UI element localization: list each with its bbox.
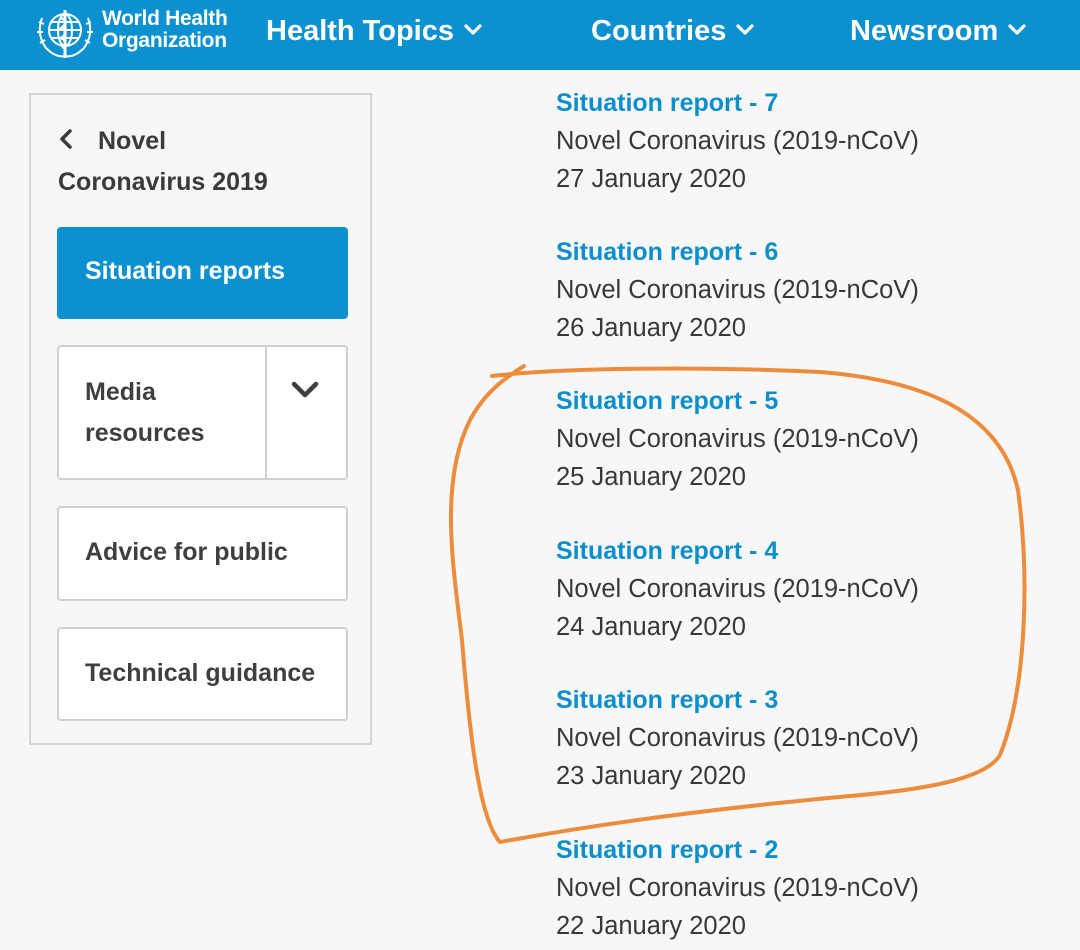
sidebar-item-media-resources[interactable] — [57, 345, 348, 480]
report-title-link[interactable]: Situation report - 2 — [556, 836, 779, 864]
nav-label: Countries — [591, 15, 727, 47]
who-emblem-icon[interactable] — [32, 4, 98, 60]
report-date: 23 January 2020 — [556, 762, 746, 790]
back-link-label-line-2: Coronavirus 2019 — [58, 168, 268, 196]
nav-countries[interactable] — [591, 11, 754, 51]
sidebar-item-label-line-1: Media — [85, 378, 156, 406]
chevron-down-icon — [1008, 24, 1026, 36]
sidebar-item-situation-reports[interactable] — [57, 227, 348, 319]
report-date: 27 January 2020 — [556, 165, 746, 193]
report-subtitle: Novel Coronavirus (2019-nCoV) — [556, 276, 919, 304]
report-subtitle: Novel Coronavirus (2019-nCoV) — [556, 874, 919, 902]
divider — [265, 347, 267, 478]
chevron-left-icon — [58, 128, 74, 150]
nav-health-topics[interactable] — [266, 11, 482, 51]
sidebar-item-label: Technical guidance — [85, 659, 316, 687]
back-link-label-line-1: Novel — [98, 127, 167, 155]
report-date: 26 January 2020 — [556, 314, 746, 342]
sidebar-item-label-line-2: resources — [85, 419, 205, 447]
nav-newsroom[interactable] — [850, 11, 1026, 51]
chevron-down-icon — [736, 24, 754, 36]
report-title-link[interactable]: Situation report - 4 — [556, 537, 779, 565]
report-date: 22 January 2020 — [556, 912, 746, 940]
list-item — [556, 237, 1036, 349]
report-title-link[interactable]: Situation report - 7 — [556, 89, 779, 117]
report-subtitle: Novel Coronavirus (2019-nCoV) — [556, 127, 919, 155]
logo-line-2: Organization — [102, 29, 227, 52]
report-date: 25 January 2020 — [556, 463, 746, 491]
top-navigation-bar — [0, 0, 1080, 70]
nav-label: Health Topics — [266, 15, 454, 47]
sidebar-item-technical-guidance[interactable] — [57, 627, 348, 721]
report-subtitle: Novel Coronavirus (2019-nCoV) — [556, 575, 919, 603]
sidebar-item-label: Situation reports — [85, 257, 286, 285]
sidebar-item-advice-for-public[interactable] — [57, 506, 348, 601]
sidebar-item-label — [85, 372, 205, 454]
sidebar-item-label: Advice for public — [85, 538, 288, 566]
nav-label: Newsroom — [850, 15, 999, 47]
chevron-down-icon[interactable] — [291, 381, 319, 399]
chevron-down-icon — [464, 24, 482, 36]
report-title-link[interactable]: Situation report - 3 — [556, 686, 779, 714]
report-date: 24 January 2020 — [556, 613, 746, 641]
report-subtitle: Novel Coronavirus (2019-nCoV) — [556, 724, 919, 752]
list-item — [556, 835, 1036, 947]
report-title-link[interactable]: Situation report - 5 — [556, 387, 779, 415]
report-title-link[interactable]: Situation report - 6 — [556, 238, 779, 266]
sidebar-menu — [29, 93, 372, 745]
back-link[interactable] — [58, 121, 338, 203]
list-item — [556, 536, 1036, 648]
logo-line-1: World Health — [102, 7, 228, 30]
report-subtitle: Novel Coronavirus (2019-nCoV) — [556, 425, 919, 453]
who-wordmark[interactable] — [102, 8, 228, 52]
list-item — [556, 386, 1036, 498]
list-item — [556, 685, 1036, 797]
list-item — [556, 88, 1036, 200]
